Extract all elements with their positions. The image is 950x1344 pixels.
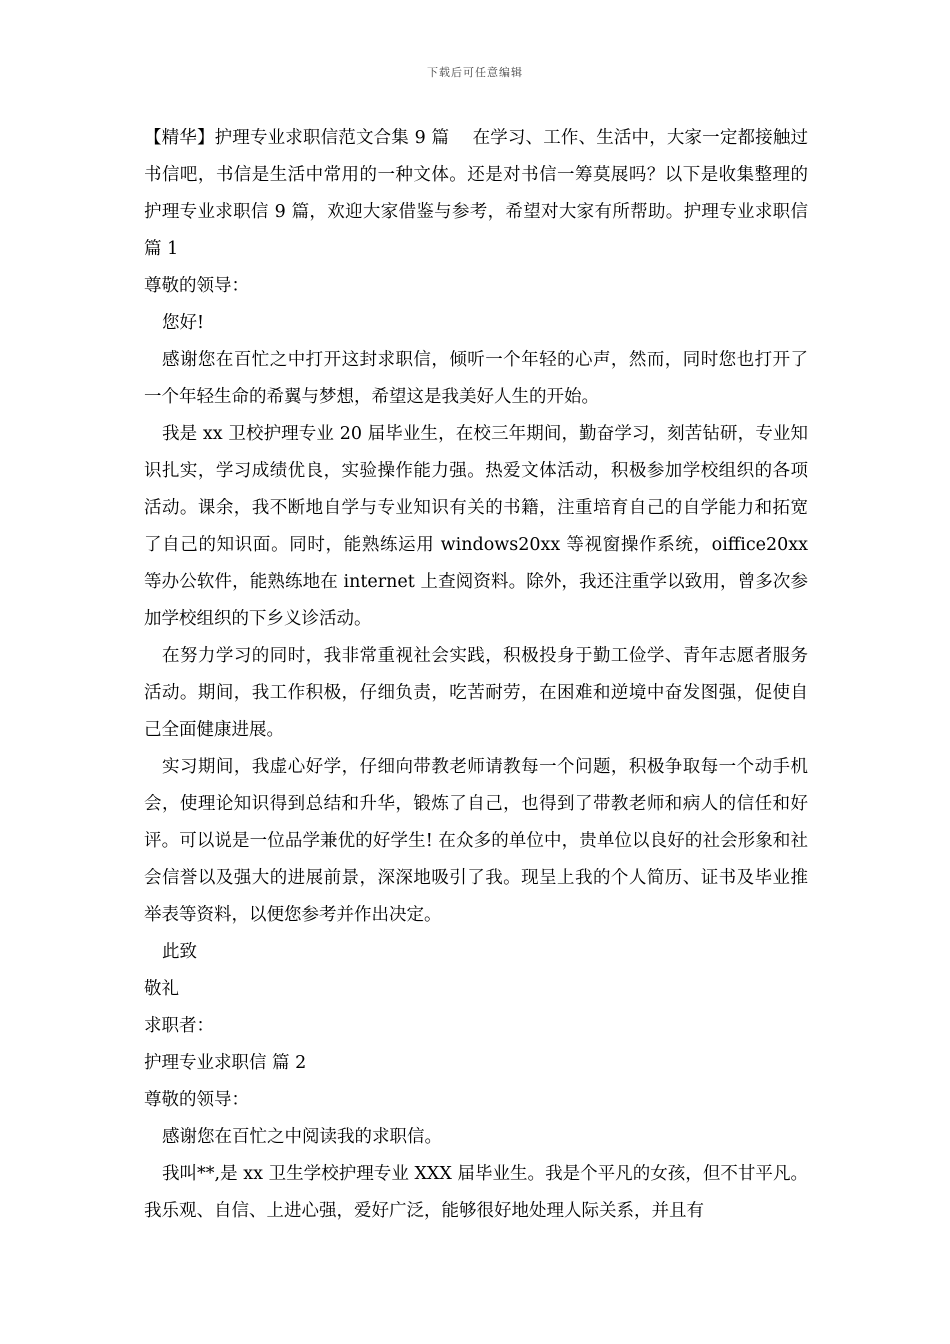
- letter2-salutation: 尊敬的领导：: [144, 1090, 249, 1110]
- letter1-paragraph-1: 感谢您在百忙之中打开这封求职信，倾听一个年轻的心声，然而，同时您也打开了一个年轻生命的希翼与梦想，希望这是我美好人生的开始。: [144, 350, 808, 407]
- letter2-paragraph-1: 感谢您在百忙之中阅读我的求职信。: [162, 1127, 442, 1147]
- page-header: 下载后可任意编辑: [427, 66, 523, 79]
- letter1-paragraph-2: 我是 xx 卫校护理专业 20 届毕业生，在校三年期间，勤奋学习，刻苦钻研，专业知识扎实，学习成绩优良，实验操作能力强。热爱文体活动，积极参加学校组织的各项活动。课余，我不断地自学与专业知识有关的书籍，注重培育自己的自学能力和拓宽了自己的知识面。同时，能熟练运用 windows20xx 等视窗操作系统，oiffice20xx 等办公软件，能熟练地在 internet 上查阅资料。除外，我还注重学以致用，曾多次参加学校组织的下乡义诊活动。: [144, 424, 808, 629]
- letter1-salutation: 尊敬的领导：: [144, 276, 249, 296]
- letter1-paragraph-4: 实习期间，我虚心好学，仔细向带教老师请教每一个问题，积极争取每一个动手机会，使理论知识得到总结和升华，锻炼了自己，也得到了带教老师和病人的信任和好评。可以说是一位品学兼优的好学生! 在众多的单位中，贵单位以良好的社会形象和社会信誉以及强大的进展前景，深深地吸引了我。现呈上我的个人简历、证书及毕业推举表等资料，以便您参考并作出决定。: [144, 757, 808, 925]
- letter2-paragraph-2: 我叫**,是 xx 卫生学校护理专业 XXX 届毕业生。我是个平凡的女孩，但不甘平凡。我乐观、自信、上进心强，爱好广泛，能够很好地处理人际关系，并且有: [144, 1164, 808, 1221]
- intro-paragraph: 【精华】护理专业求职信范文合集 9 篇 在学习、工作、生活中，大家一定都接触过书信吧，书信是生活中常用的一种文体。还是对书信一筹莫展吗？以下是收集整理的护理专业求职信 9 篇，欢迎大家借鉴与参考，希望对大家有所帮助。护理专业求职信 篇 1: [144, 128, 808, 259]
- letter1-closing-1: 此致: [162, 942, 197, 962]
- letter2-title: 护理专业求职信 篇 2: [144, 1053, 307, 1073]
- letter1-greeting: 您好!: [162, 313, 205, 333]
- letter1-closing-2: 敬礼: [144, 979, 179, 999]
- letter1-signature: 求职者：: [144, 1016, 214, 1036]
- document-body: [144, 120, 808, 1230]
- letter1-paragraph-3: 在努力学习的同时，我非常重视社会实践，积极投身于勤工俭学、青年志愿者服务活动。期间，我工作积极，仔细负责，吃苦耐劳，在困难和逆境中奋发图强，促使自己全面健康进展。: [144, 646, 808, 740]
